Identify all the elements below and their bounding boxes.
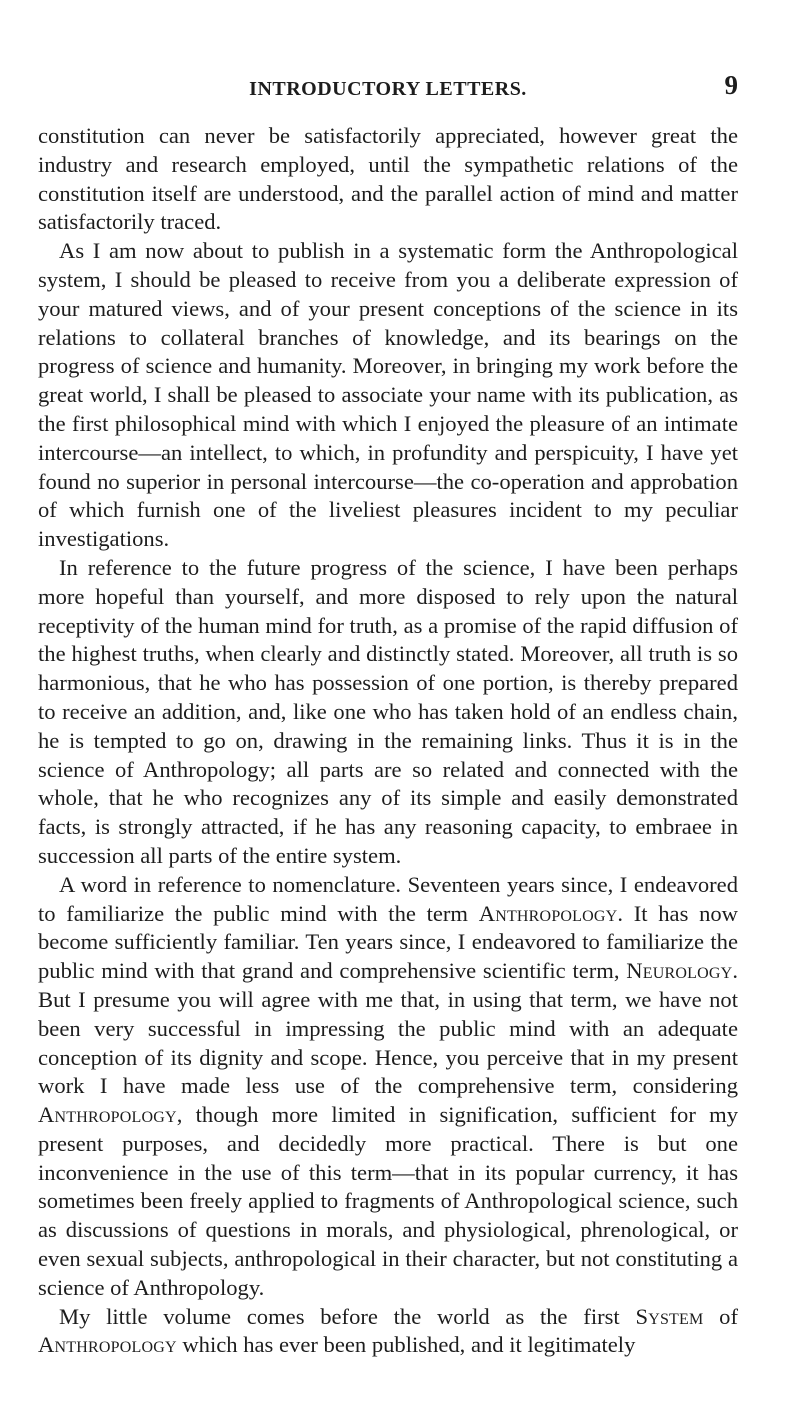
paragraph-text: . But I presume you will agree with me that, in using that term, we have not been very successful in impressing the public mind with an adequate conception of its dignity and scope. Hence, you perceive that in my present work I have made less use of the comprehensive term, considering [38,958,738,1099]
small-caps-term: System [635,1303,704,1329]
paragraph-1 [38,122,738,237]
paragraph-5 [38,1303,738,1361]
running-title: INTRODUCTORY LETTERS. [249,78,527,100]
paragraph-text: As I am now about to publish in a systematic form the Anthropological system, I should be pleased to receive from you a deliberate expression of your matured views, and of your present conceptions of the science in its relations to collateral branches of knowledge, and its bearings on the progress of science and humanity. Moreover, in bringing my work before the great world, I shall be pleased to associate your name with its publication, as the first philosophical mind with which I enjoyed the pleasure of an intimate intercourse—an intellect, to which, in profundity and perspicuity, I have yet found no superior in personal intercourse—the co-operation and approbation of which furnish one of the liveliest pleasures incident to my peculiar investigations. [38,238,738,552]
paragraph-text: My little volume comes before the world as the first [59,1303,636,1329]
paragraph-text: In reference to the future progress of the science, I have been perhaps more hopeful than yourself, and more disposed to rely upon the natural receptivity of the human mind for truth, as a promise of the rapid diffusion of the highest truths, when clearly and distinctly stated. Moreover, all truth is so harmonious, that he who has possession of one portion, is thereby prepared to receive an addition, and, like one who has taken hold of an endless chain, he is tempted to go on, drawing in the remaining links. Thus it is in the science of Anthropology; all parts are so related and connected with the whole, that he who recognizes any of its simple and easily demonstrated facts, is strongly attracted, if he has any reasoning capacity, to embraee in succession all parts of the entire system. [38,554,738,868]
paragraph-text: A word in reference to nomenclature. Seventeen years since, I endeavored to familiarize the public mind with the term [38,871,738,926]
paragraph-text: of [703,1303,738,1329]
paragraph-text: which has ever been published, and it legitimately [176,1332,636,1358]
paragraph-3 [38,554,738,871]
paragraph-text: . It has now become sufficiently familiar. Ten years since, I endeavored to familiarize the public mind with that grand and comprehensive scientific term, [38,900,738,984]
page-number: 9 [724,70,738,100]
paragraph-4 [38,871,738,1303]
book-page [0,70,800,1428]
paragraph-text: constitution can never be satisfactorily appreciated, however great the industry and research employed, until the sympathetic relations of the constitution itself are understood, and the parallel action of mind and matter satisfactorily traced. [38,123,738,235]
small-caps-term: Anthropology [38,1102,177,1128]
running-head [38,70,738,108]
small-caps-term: Anthropology [38,1332,177,1358]
small-caps-term: Neurology [626,958,733,984]
body-text [38,122,738,1360]
paragraph-text: , though more limited in signification, sufficient for my present purposes, and decidedly more practical. There is but one inconvenience in the use of this term—that in its popular currency, it has sometimes been freely applied to fragments of Anthropological science, such as discussions of questions in morals, and physiological, phrenological, or even sexual subjects, anthropological in their character, but not constituting a science of Anthropology. [38,1102,738,1300]
small-caps-term: Anthropology [478,900,618,926]
paragraph-2 [38,237,738,554]
